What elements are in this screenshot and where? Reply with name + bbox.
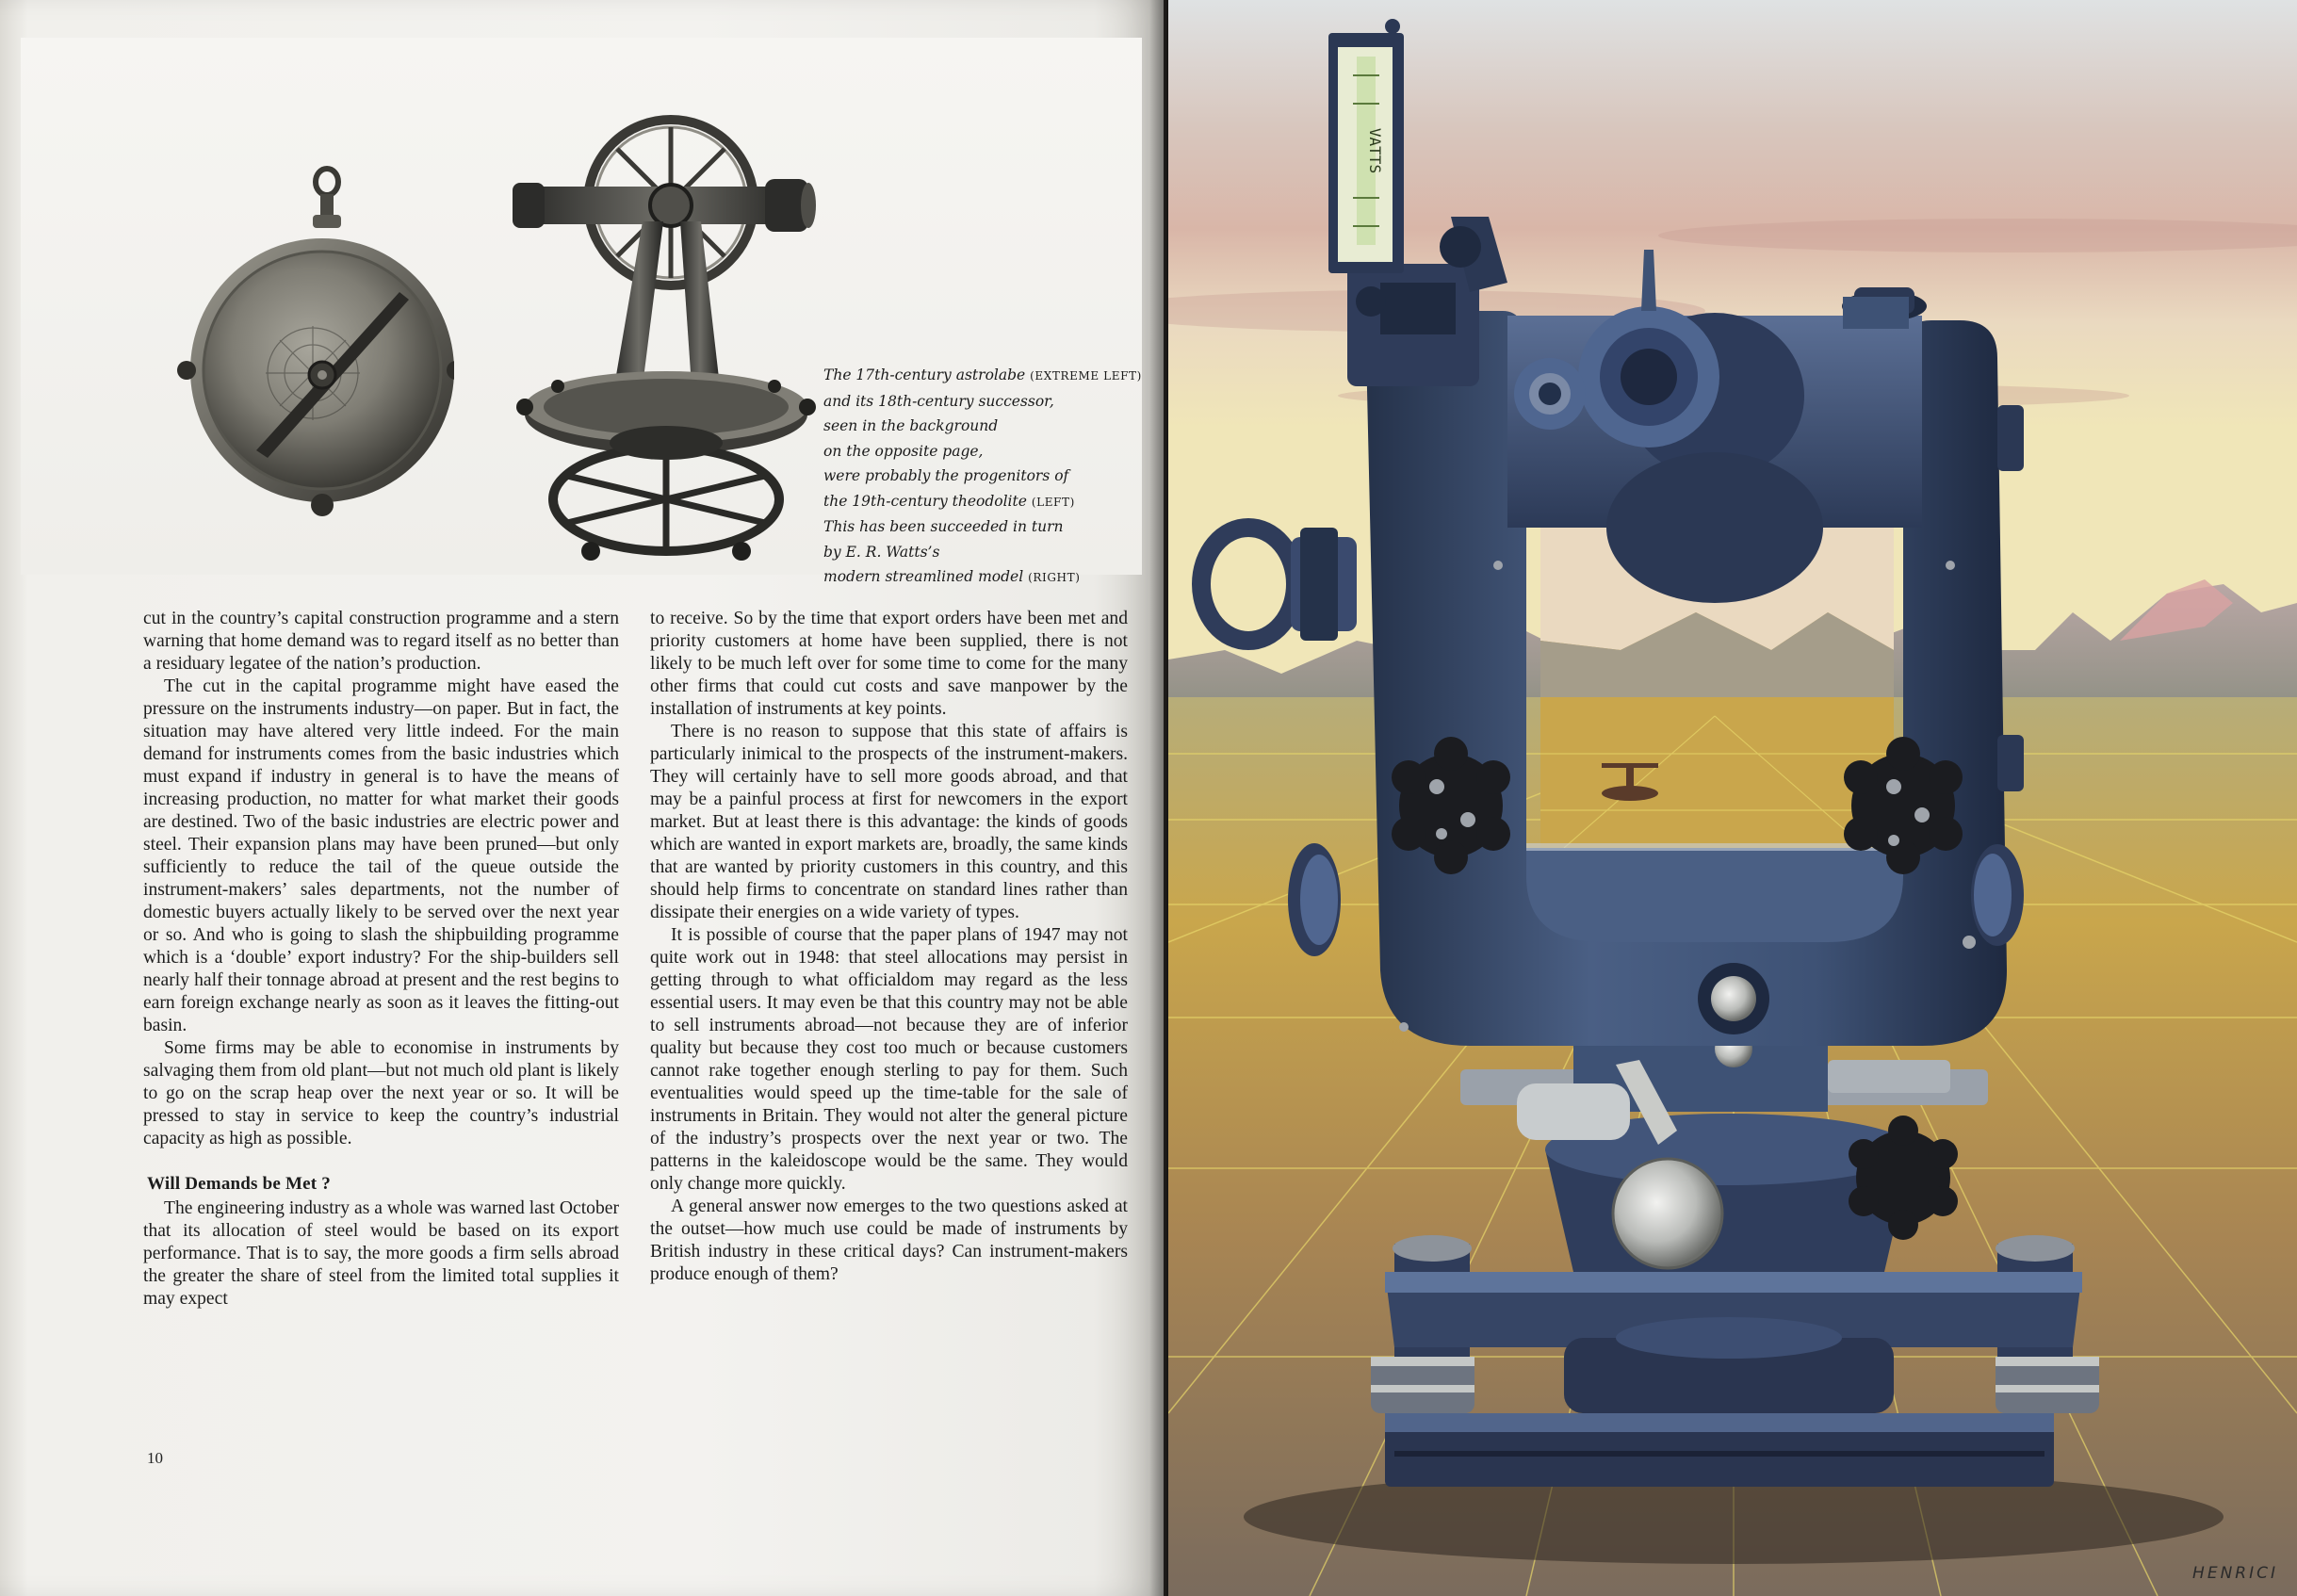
caption-text: by E. R. Watts’s: [823, 543, 940, 561]
level-vial-label: VATTS: [1366, 127, 1384, 174]
article-paragraph: A general answer now emerges to the two questions asked at the outset—how much use could be made of instruments by British industry in these critical days? Can instrument-makers produce enough of them?: [650, 1197, 1128, 1284]
article-paragraph: The cut in the capital programme might have eased the pressure on the instruments industry—on paper. But in fact, the situation may have altered very little indeed. For the main demand for instruments comes from the basic industries which must expand if industry in general is to have the means of increasing production, no matter for what market their goods are destined. Two of the basic industries are electric power and steel. Their expansion plans may have been pruned—but only sufficiently to reduce the tail of the queue outside the instrument-makers’ sales departments, not the number of domestic buyers actually likely to be served over the next year or so. And who is going to slash the shipbuilding programme which is a ‘double’ export industry? For the ship-builders sell nearly half their tonnage abroad at present and the rest begins to earn foreign exchange nearly as soon as it leaves the fitting-out basin.: [143, 676, 619, 1035]
column-1-after-subheading: [143, 1197, 619, 1311]
article-paragraph: The engineering industry as a whole was warned last October that its allocation of steel would be based on its export performance. That is to say, the more goods a firm sells abroad the greater the share of steel from the limited total supplies it may expect: [143, 1198, 619, 1309]
caption-line: [823, 514, 1163, 540]
article-paragraph: There is no reason to suppose that this state of affairs is particularly inimical to the prospects of the instrument-makers. They will certainly have to sell more goods abroad, and that may be a painful process at first for newcomers in the export market. But at least there is this advantage: the kinds of goods which are wanted in export markets are, broadly, the same kinds that are wanted by priority customers in this country, and this should help firms to concentrate on standard lines rather than dissipate their energies on a wide variety of types.: [650, 722, 1128, 922]
caption-text: This has been succeeded in turn: [823, 518, 1064, 535]
caption-line: [823, 540, 1163, 565]
article-paragraph: to receive. So by the time that export orders have been met and priority customers at home have been supplied, there is not likely to be much left over for some time to come for the many other firms that could cut costs and save manpower by the installation of instruments at key points.: [650, 609, 1128, 719]
photo-caption: [823, 363, 1163, 591]
column-1-body: [143, 608, 619, 1150]
caption-direction: (EXTREME LEFT): [1030, 369, 1142, 383]
caption-text: on the opposite page,: [823, 442, 984, 460]
section-subheading: Will Demands be Met ?: [147, 1174, 331, 1194]
article-column-2: [650, 608, 1128, 1286]
caption-direction: (RIGHT): [1028, 571, 1081, 584]
theodolite-painting: [1168, 0, 2297, 1596]
article-paragraph: It is possible of course that the paper plans of 1947 may not quite work out in 1948: that steel allocations may persist in getting through to what officialdom may regard as the less essential users. It may even be that this country may not be able to sell instruments abroad—not because they are of inferior quality but because they cost too much or because customers cannot rake together enough sterling to pay for them. Such eventualities would speed up the time-table for the sale of instruments in Britain. They would not alter the general picture of the industry’s prospects over the next year or two. The patterns in the kaleidoscope would be the same. They would only change more quickly.: [650, 925, 1128, 1194]
caption-text: and its 18th-century successor,: [823, 392, 1054, 410]
caption-line: [823, 439, 1163, 464]
caption-line: [823, 464, 1163, 489]
caption-line: [823, 489, 1163, 515]
caption-line: [823, 363, 1163, 389]
caption-text: The 17th-century astrolabe: [823, 366, 1031, 383]
page-number: 10: [147, 1449, 163, 1467]
article-column-1: [143, 608, 619, 1311]
photo-panel: [21, 38, 1142, 585]
caption-line: [823, 564, 1163, 591]
artist-signature: HENRICI: [2192, 1564, 2278, 1583]
caption-line: [823, 389, 1163, 415]
caption-text: modern streamlined model: [823, 568, 1029, 585]
theodolite-photo: [501, 104, 822, 565]
right-page: [1168, 0, 2297, 1596]
article-paragraph: Some firms may be able to economise in instruments by salvaging them from old plant—but not much old plant is likely to go on the scrap heap over the next year or so. It will be pressed to stay in service to keep the country’s industrial capacity as high as possible.: [143, 1038, 619, 1148]
caption-text: seen in the background: [823, 417, 999, 434]
caption-direction: (LEFT): [1031, 495, 1075, 509]
article-paragraph: cut in the country’s capital construction programme and a stern warning that home demand was to regard itself as no better than a residuary legatee of the nation’s production.: [143, 609, 619, 674]
astrolabe-photo: [162, 158, 454, 521]
caption-text: the 19th-century theodolite: [823, 492, 1032, 510]
caption-text: were probably the progenitors of: [823, 467, 1069, 484]
caption-line: [823, 414, 1163, 439]
